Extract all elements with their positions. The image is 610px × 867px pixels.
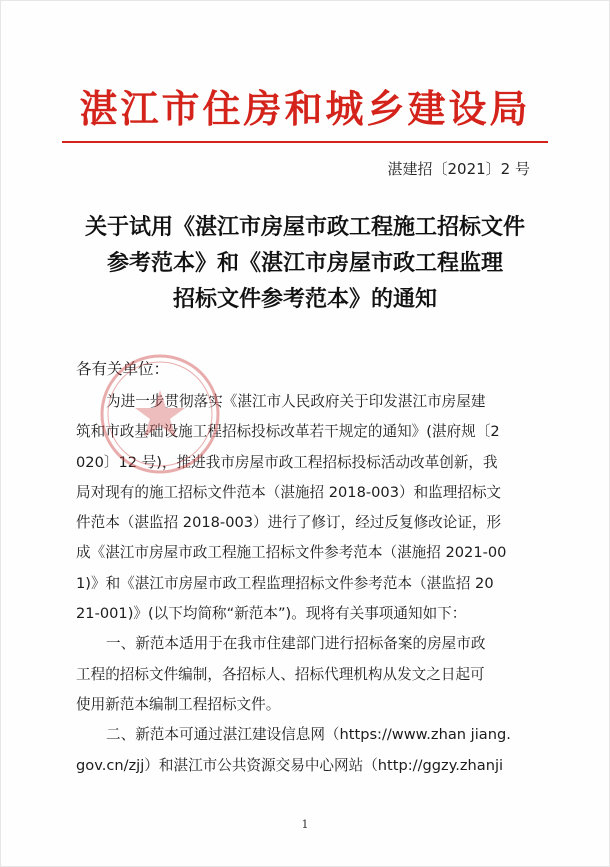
issuing-authority-title: 湛江市住房和城乡建设局 [79,86,531,131]
body-line: 二、新范本可通过湛江建设信息网（https://www.zhan jiang. [106,726,511,744]
body-line: 局对现有的施工招标文件范本（湛施招 2018-003）和监理招标文 [76,483,502,501]
page-number: 1 [301,818,309,831]
body-line: 21-001)》(以下均简称“新范本”)。现将有关事项通知如下： [76,605,467,623]
notice-body [76,387,546,781]
body-line: 为进一步贯彻落实《湛江市人民政府关于印发湛江市房屋建 [106,393,486,410]
body-line: 020〕12 号)，推进我市房屋市政工程招标投标活动改革创新，我 [76,453,498,471]
heading-line: 关于试用《湛江市房屋市政工程施工招标文件 [84,215,525,240]
body-line: gov.cn/zjj）和湛江市公共资源交易中心网站（http://ggzy.zhanji [76,756,504,774]
body-line: 工程的招标文件编制，各招标人、招标代理机构从发文之日起可 [76,665,485,683]
document-number: 湛建招〔2021〕2 号 [387,160,530,178]
body-line: 筑和市政基础设施工程招标投标改革若干规定的通知》(湛府规〔2 [76,423,500,441]
body-line: 成《湛江市房屋市政工程施工招标文件参考范本（湛施招 2021-00 [76,544,507,562]
body-line: 件范本（湛监招 2018-003）进行了修订，经过反复修改论证，形 [76,514,502,532]
heading-line: 参考范本》和《湛江市房屋市政工程监理 [106,251,503,276]
red-header-rule [62,141,548,143]
salutation: 各有关单位： [76,360,170,378]
notice-heading [40,210,570,318]
body-line: 1)》和《湛江市房屋市政工程监理招标文件参考范本（湛监招 20 [76,574,494,592]
heading-line: 招标文件参考范本》的通知 [172,287,437,312]
body-line: 一、新范本适用于在我市住建部门进行招标备案的房屋市政 [106,635,486,653]
body-line: 使用新范本编制工程招标文件。 [76,695,281,713]
